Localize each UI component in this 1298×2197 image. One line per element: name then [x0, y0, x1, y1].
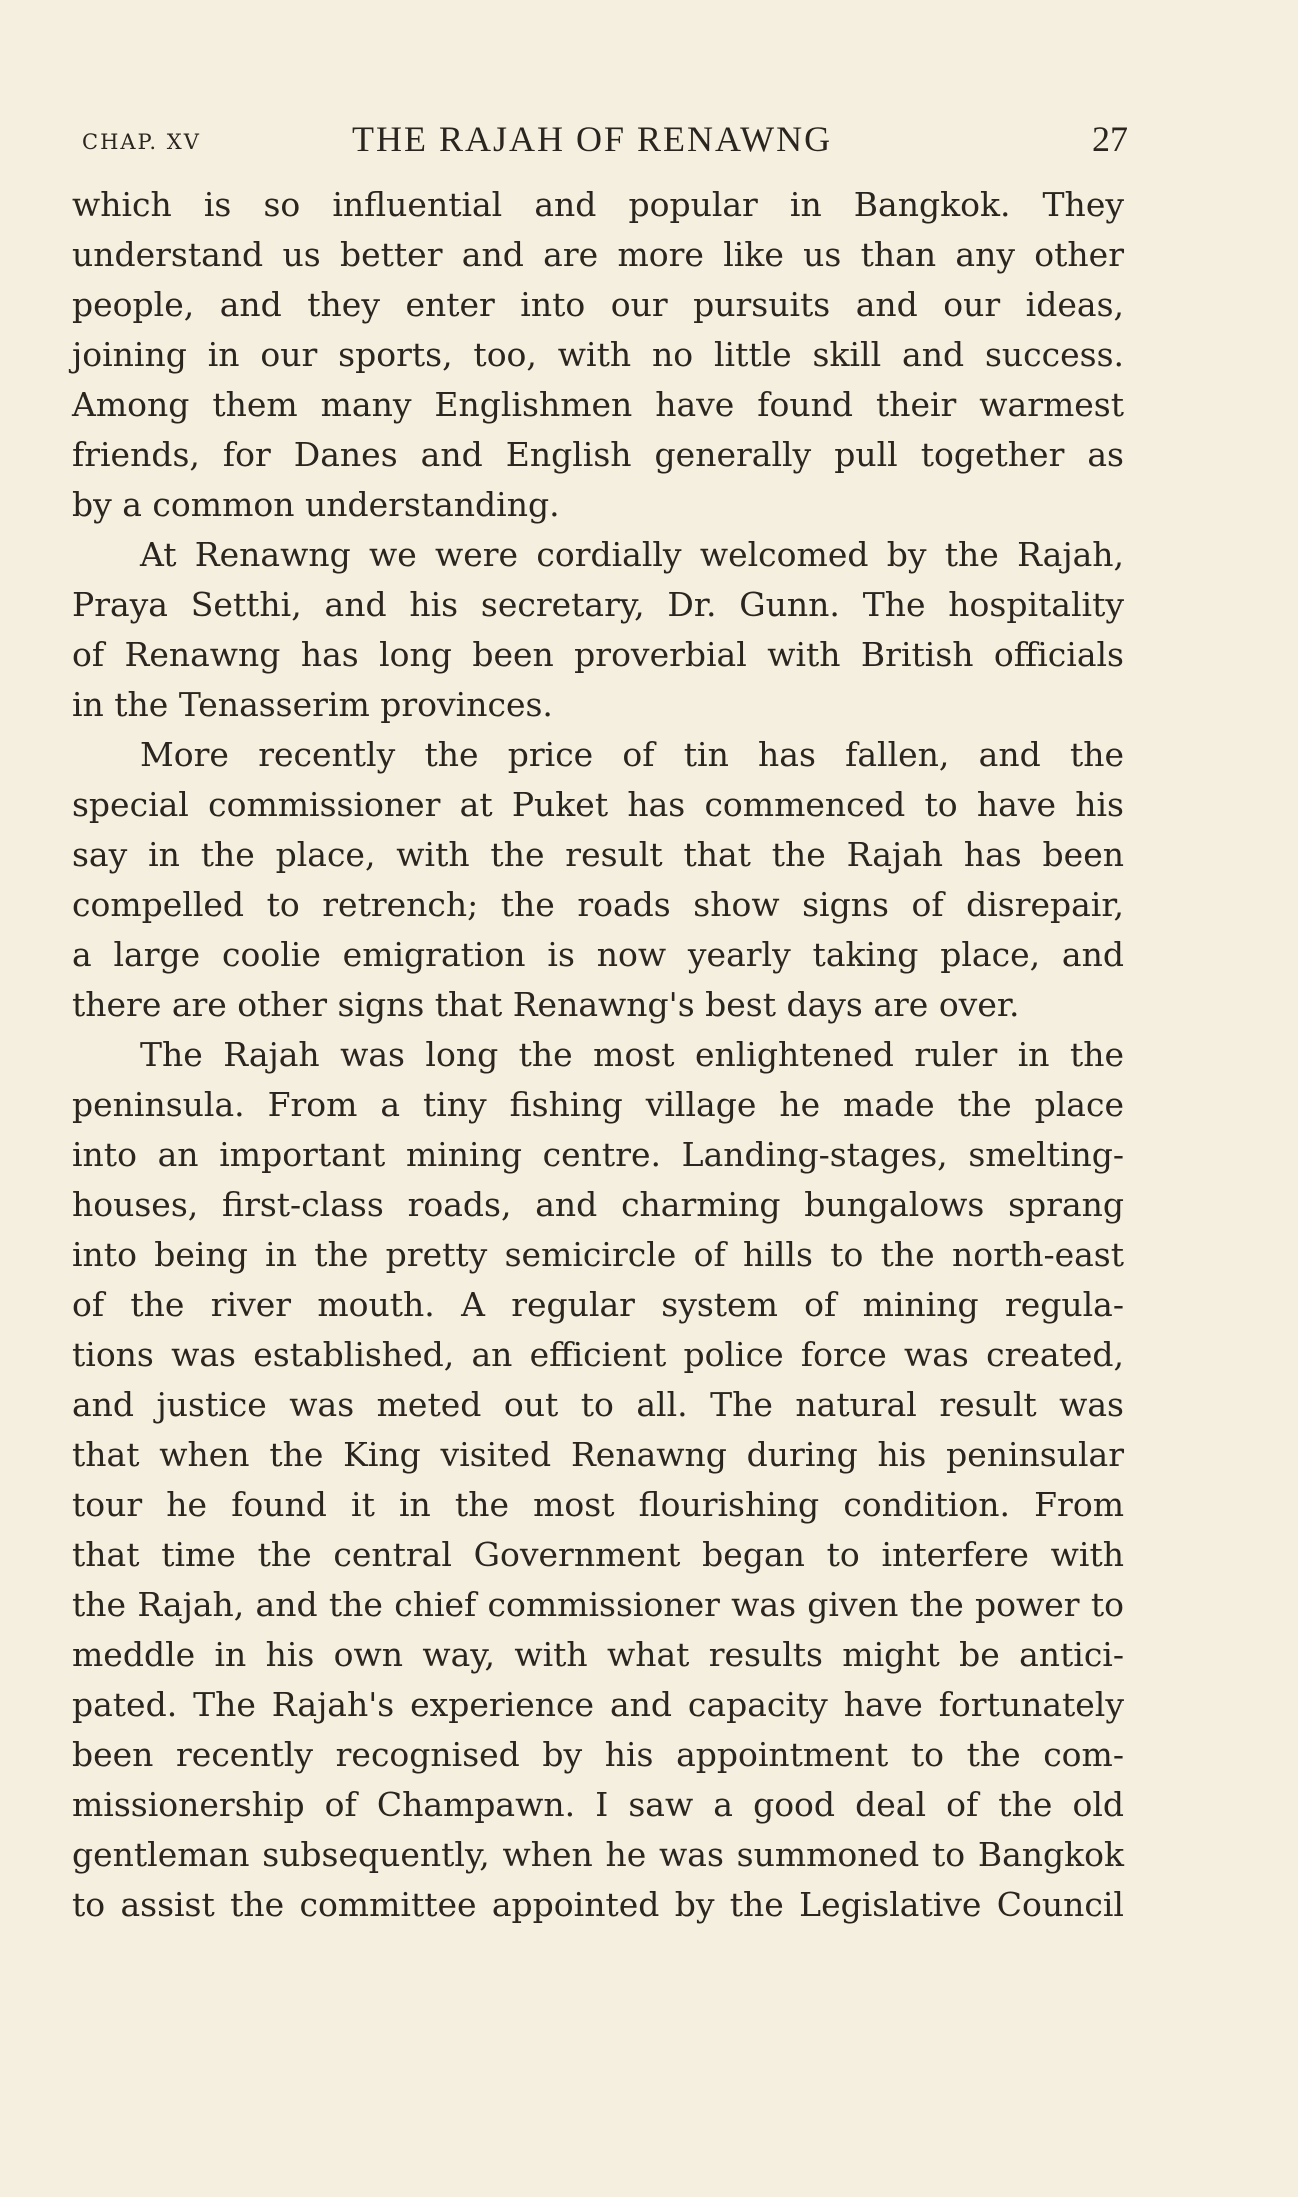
text-line: understand us better and are more like us than any other — [72, 235, 1124, 274]
text-line: tour he found it in the most flourishing condition. From — [72, 1485, 1124, 1524]
text-line: in the Tenasserim provinces. — [72, 685, 553, 724]
text-line: people, and they enter into our pursuits and our ideas, — [72, 285, 1124, 324]
text-line: pated. The Rajah's experience and capacity have fortunately — [72, 1685, 1124, 1724]
text-line: of the river mouth. A regular system of mining regula- — [72, 1285, 1124, 1324]
text-line: say in the place, with the result that the Rajah has been — [72, 835, 1124, 874]
text-line: houses, first-class roads, and charming bungalows sprang — [72, 1185, 1124, 1224]
text-line: At Renawng we were cordially welcomed by the Rajah, — [140, 535, 1124, 574]
text-line: that time the central Government began to interfere with — [72, 1535, 1124, 1574]
text-line: by a common understanding. — [72, 485, 560, 524]
text-line: joining in our sports, too, with no little skill and success. — [72, 335, 1124, 374]
text-line: compelled to retrench; the roads show signs of disrepair, — [72, 885, 1124, 924]
text-line: to assist the committee appointed by the Legislative Council — [72, 1885, 1124, 1924]
text-line: a large coolie emigration is now yearly taking place, and — [72, 935, 1124, 974]
text-line: that when the King visited Renawng during his peninsular — [72, 1435, 1124, 1474]
text-line: of Renawng has long been proverbial with British officials — [72, 635, 1124, 674]
text-line: The Rajah was long the most enlightened ruler in the — [140, 1035, 1124, 1074]
text-line: been recently recognised by his appointment to the com- — [72, 1735, 1124, 1774]
text-line: the Rajah, and the chief commissioner was given the power to — [72, 1585, 1124, 1624]
text-line: gentleman subsequently, when he was summoned to Bangkok — [72, 1835, 1124, 1874]
text-line: missionership of Champawn. I saw a good deal of the old — [72, 1785, 1124, 1824]
text-line: friends, for Danes and English generally pull together as — [72, 435, 1124, 474]
running-title: THE RAJAH OF RENAWNG — [352, 119, 833, 159]
text-line: into being in the pretty semicircle of hills to the north-east — [72, 1235, 1124, 1274]
text-line: Praya Setthi, and his secretary, Dr. Gunn. The hospitality — [72, 585, 1124, 624]
text-line: More recently the price of tin has fallen, and the — [140, 735, 1124, 774]
running-header — [82, 118, 1128, 168]
text-line: tions was established, an efficient police force was created, — [72, 1335, 1124, 1374]
page-number: 27 — [1092, 119, 1128, 159]
text-line: there are other signs that Renawng's best days are over. — [72, 985, 1020, 1024]
text-line: Among them many Englishmen have found their warmest — [72, 385, 1124, 424]
text-line: special commissioner at Puket has commenced to have his — [72, 785, 1124, 824]
text-line: peninsula. From a tiny fishing village he made the place — [72, 1085, 1124, 1124]
text-line: into an important mining centre. Landing-stages, smelting- — [72, 1135, 1124, 1174]
text-line: meddle in his own way, with what results might be antici- — [72, 1635, 1124, 1674]
text-line: and justice was meted out to all. The natural result was — [72, 1385, 1124, 1424]
text-line: which is so influential and popular in Bangkok. They — [72, 185, 1124, 224]
chapter-label: CHAP. XV — [82, 130, 201, 154]
